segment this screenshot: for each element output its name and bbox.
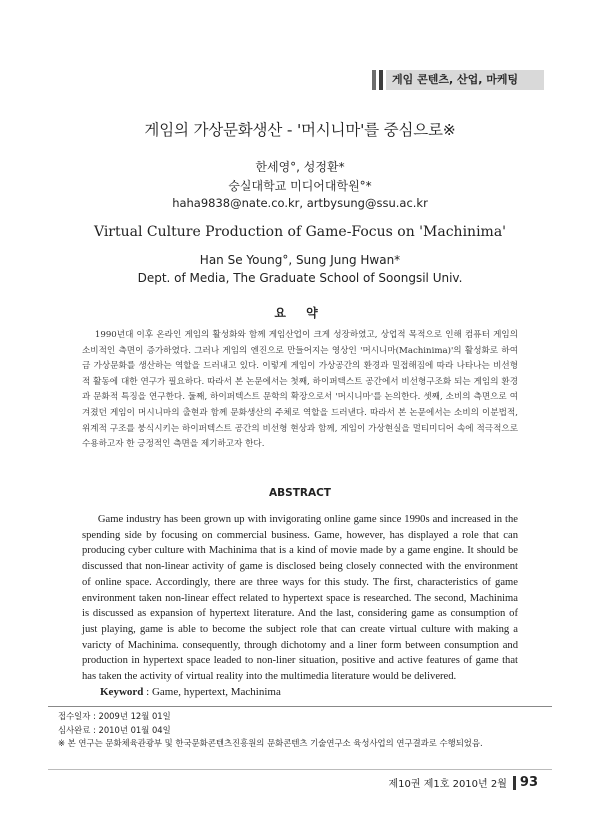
footer-separator	[513, 776, 516, 790]
footnote-divider	[48, 706, 552, 707]
received-date: 접수일자 : 2009년 12월 01일	[58, 711, 171, 721]
keywords	[100, 686, 281, 698]
author-emails: haha9838@nate.co.kr, artbysung@ssu.ac.kr	[172, 196, 428, 210]
english-authors: Han Se Young°, Sung Jung Hwan*	[199, 253, 401, 267]
footer-divider	[48, 769, 552, 770]
english-abstract-heading: ABSTRACT	[269, 487, 331, 499]
english-title: Virtual Culture Production of Game-Focus on 'Machinima'	[93, 224, 507, 240]
footnotes	[58, 710, 483, 751]
korean-abstract: 1990년대 이후 온라인 게임의 활성화와 함께 게임산업이 크게 성장하였고, 상업적 목적으로 인해 컴퓨터 게임의 소비적인 측면이 증가하였다. 그러나 게임의 엔진으로 만들어지는 영상인 '머시니마(Machinima)'의 활성화로 하여금 가상문화를 생산하는 역할을 드러내고 있다. 이렇게 게임이 가상공간의 환경과 밀접해짐에 따라 나타나는 비선형적 활동에 대한 연구가 필요하다. 따라서 본 논문에서는 첫째, 하이퍼텍스트 공간에서 비선형구조화 되는 게임의 환경과 문화적 특징을 연구한다. 둘째, 하이퍼텍스트 문학의 확장으로서 '머시니마'를 논의한다. 셋째, 소비의 측면으로 여겨졌던 게임이 머시니마의 출현과 함께 문화생산의 주체로 역할을 드러낸다. 따라서 본 논문에서는 소비의 이분법적, 위계적 구조를 붕식시키는 하이퍼텍스트 공간의 비선형 현상과 함께, 게임이 가상현실을 멀티미디어 속에 적극적으로 수용하고자 한 긍정적인 측면을 제기하고자 한다.	[82, 330, 518, 450]
section-tag-bar	[379, 70, 383, 90]
section-tag	[372, 70, 544, 90]
funding-note: ※ 본 연구는 문화체육관광부 및 한국문화콘텐츠진흥원의 문화콘텐츠 기술연구소 육성사업의 연구결과로 수행되었음.	[58, 738, 483, 749]
korean-authors: 한세영°, 성정환*	[255, 160, 345, 174]
keyword-label: Keyword	[100, 686, 144, 698]
page-footer	[389, 775, 539, 790]
korean-abstract-heading: 요 약	[274, 306, 326, 320]
english-affiliation: Dept. of Media, The Graduate School of Soongsil Univ.	[137, 271, 463, 285]
section-tag-label: 게임 콘텐츠, 산업, 마케팅	[386, 70, 544, 90]
korean-title: 게임의 가상문화생산 - '머시니마'를 중심으로※	[144, 121, 456, 139]
section-tag-bar	[372, 70, 376, 90]
page-number: 93	[519, 775, 538, 790]
english-abstract: Game industry has been grown up with invigorating online game since 1990s and increased in the spending side by focusing on commercial business. Game, however, has displayed a role that can producing cyber culture with Machinima that is a kind of movie made by a game engine. It should be discussed that non-linear activity of game is disclosed being closely connected with the environment of online space. Accordingly, there are three ways for this study. The first, characteristics of game environment taken non-linear effect related to hypertext space is researched. The second, Machinima is discussed as expansion of hypertext literature. And the last, considering game as consumption of just playing, game is able to become the subject role that can create virtual culture with making a varicty of Machinima. consequently, through dichotomy and a liner form between consumption and production in hypertext space leaded to non-liner situation, positive and active features of game that has taken the activity of virtual reality into the multimedia literature would be delivered.	[82, 514, 518, 683]
keyword-values: : Game, hypertext, Machinima	[146, 686, 281, 698]
accepted-date: 심사완료 : 2010년 01월 04일	[58, 724, 171, 735]
korean-affiliation: 숭실대학교 미디어대학원°*	[228, 179, 372, 193]
journal-issue: 제10권 제1호 2010년 2월	[388, 779, 507, 790]
